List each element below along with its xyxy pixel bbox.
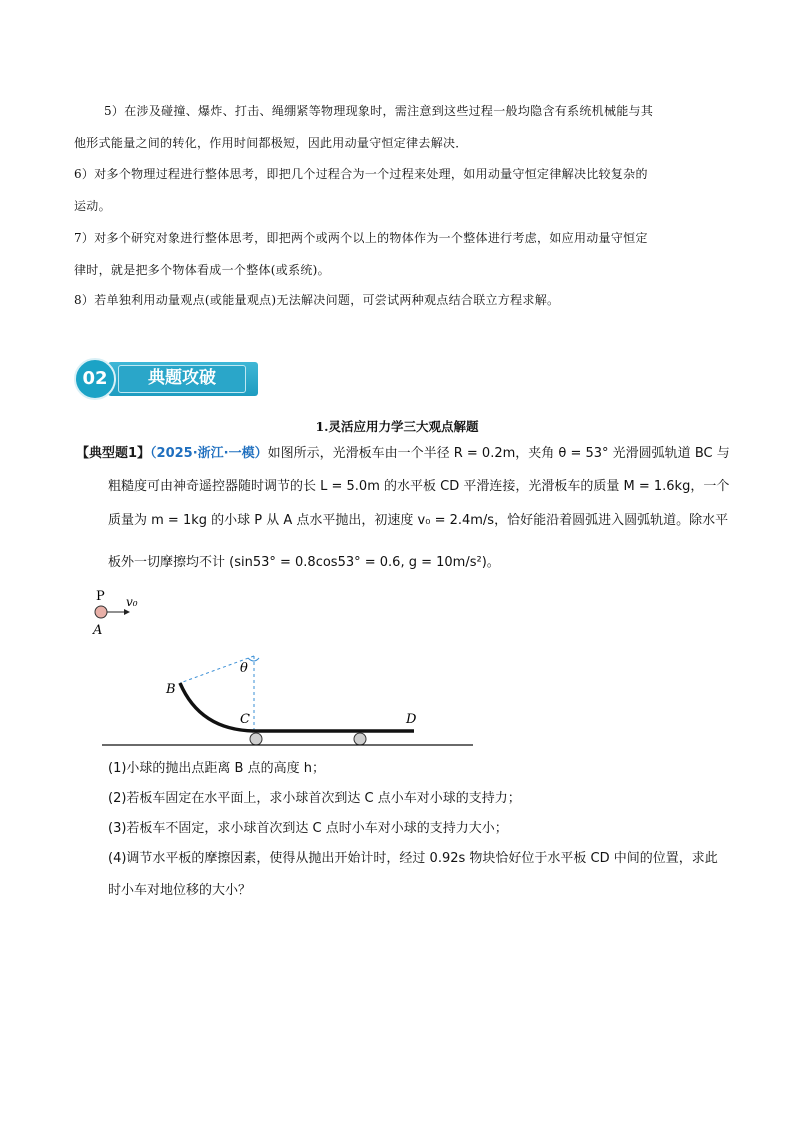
problem-tag: 【典型题1】 bbox=[76, 446, 151, 461]
point-6-line-1: 6）对多个物理过程进行整体思考，即把几个过程合为一个过程来处理，如用动量守恒定律解决比较复杂的 bbox=[74, 167, 648, 181]
label-v0: v₀ bbox=[126, 595, 138, 609]
point-7-line-2: 律时，就是把多个物体看成一个整体(或系统)。 bbox=[74, 263, 330, 277]
question-1: (1)小球的抛出点距离 B 点的高度 h； bbox=[108, 761, 325, 776]
problem-line-2: 粗糙度可由神奇遥控器随时调节的长 L = 5.0m 的水平板 CD 平滑连接，光滑板车的质量 M = 1.6kg，一个 bbox=[108, 479, 730, 494]
question-4-line-2: 时小车对地位移的大小？ bbox=[108, 883, 252, 898]
point-7-line-1: 7）对多个研究对象进行整体思考，即把两个或两个以上的物体作为一个整体进行考虑，如应用动量守恒定 bbox=[74, 231, 648, 245]
label-theta: θ bbox=[240, 661, 248, 676]
wheel-left bbox=[250, 733, 262, 745]
section-number: 02 bbox=[74, 358, 116, 400]
point-5-line-1: 5）在涉及碰撞、爆炸、打击、绳绷紧等物理现象时，需注意到这些过程一般均隐含有系统机械能与其 bbox=[104, 104, 654, 118]
label-c: C bbox=[240, 712, 250, 727]
point-6-line-2: 运动。 bbox=[74, 199, 111, 213]
problem-line-3: 质量为 m = 1kg 的小球 P 从 A 点水平抛出，初速度 v₀ = 2.4m/s，恰好能沿着圆弧进入圆弧轨道。除水平 bbox=[108, 513, 729, 528]
label-p: P bbox=[96, 589, 105, 604]
question-3: (3)若板车不固定，求小球首次到达 C 点时小车对小球的支持力大小； bbox=[108, 821, 508, 836]
problem-line-4: 板外一切摩擦均不计 (sin53° = 0.8cos53° = 0.6, g = 10m/s²)。 bbox=[108, 555, 500, 570]
problem-text-1: 如图所示，光滑板车由一个半径 R = 0.2m，夹角 θ = 53° 光滑圆弧轨道 BC 与 bbox=[267, 446, 730, 461]
label-d: D bbox=[406, 712, 417, 727]
label-b: B bbox=[166, 682, 176, 697]
point-8: 8）若单独利用动量观点(或能量观点)无法解决问题，可尝试两种观点结合联立方程求解。 bbox=[74, 293, 560, 307]
wheel-right bbox=[354, 733, 366, 745]
problem-subtitle: 1.灵活应用力学三大观点解题 bbox=[315, 419, 479, 434]
section-title: 典题攻破 bbox=[118, 365, 246, 393]
point-5-line-2: 他形式能量之间的转化，作用时间都极短，因此用动量守恒定律去解决． bbox=[74, 136, 468, 150]
ball-p bbox=[95, 606, 107, 618]
problem-source: （2025·浙江·一模） bbox=[150, 446, 268, 461]
question-4-line-1: (4)调节水平板的摩擦因素，使得从抛出开始计时，经过 0.92s 物块恰好位于水平板 CD 中间的位置，求此 bbox=[108, 851, 718, 866]
label-a: A bbox=[93, 623, 103, 638]
velocity-arrowhead bbox=[124, 609, 130, 615]
question-2: (2)若板车固定在水平面上，求小球首次到达 C 点小车对小球的支持力； bbox=[108, 791, 521, 806]
